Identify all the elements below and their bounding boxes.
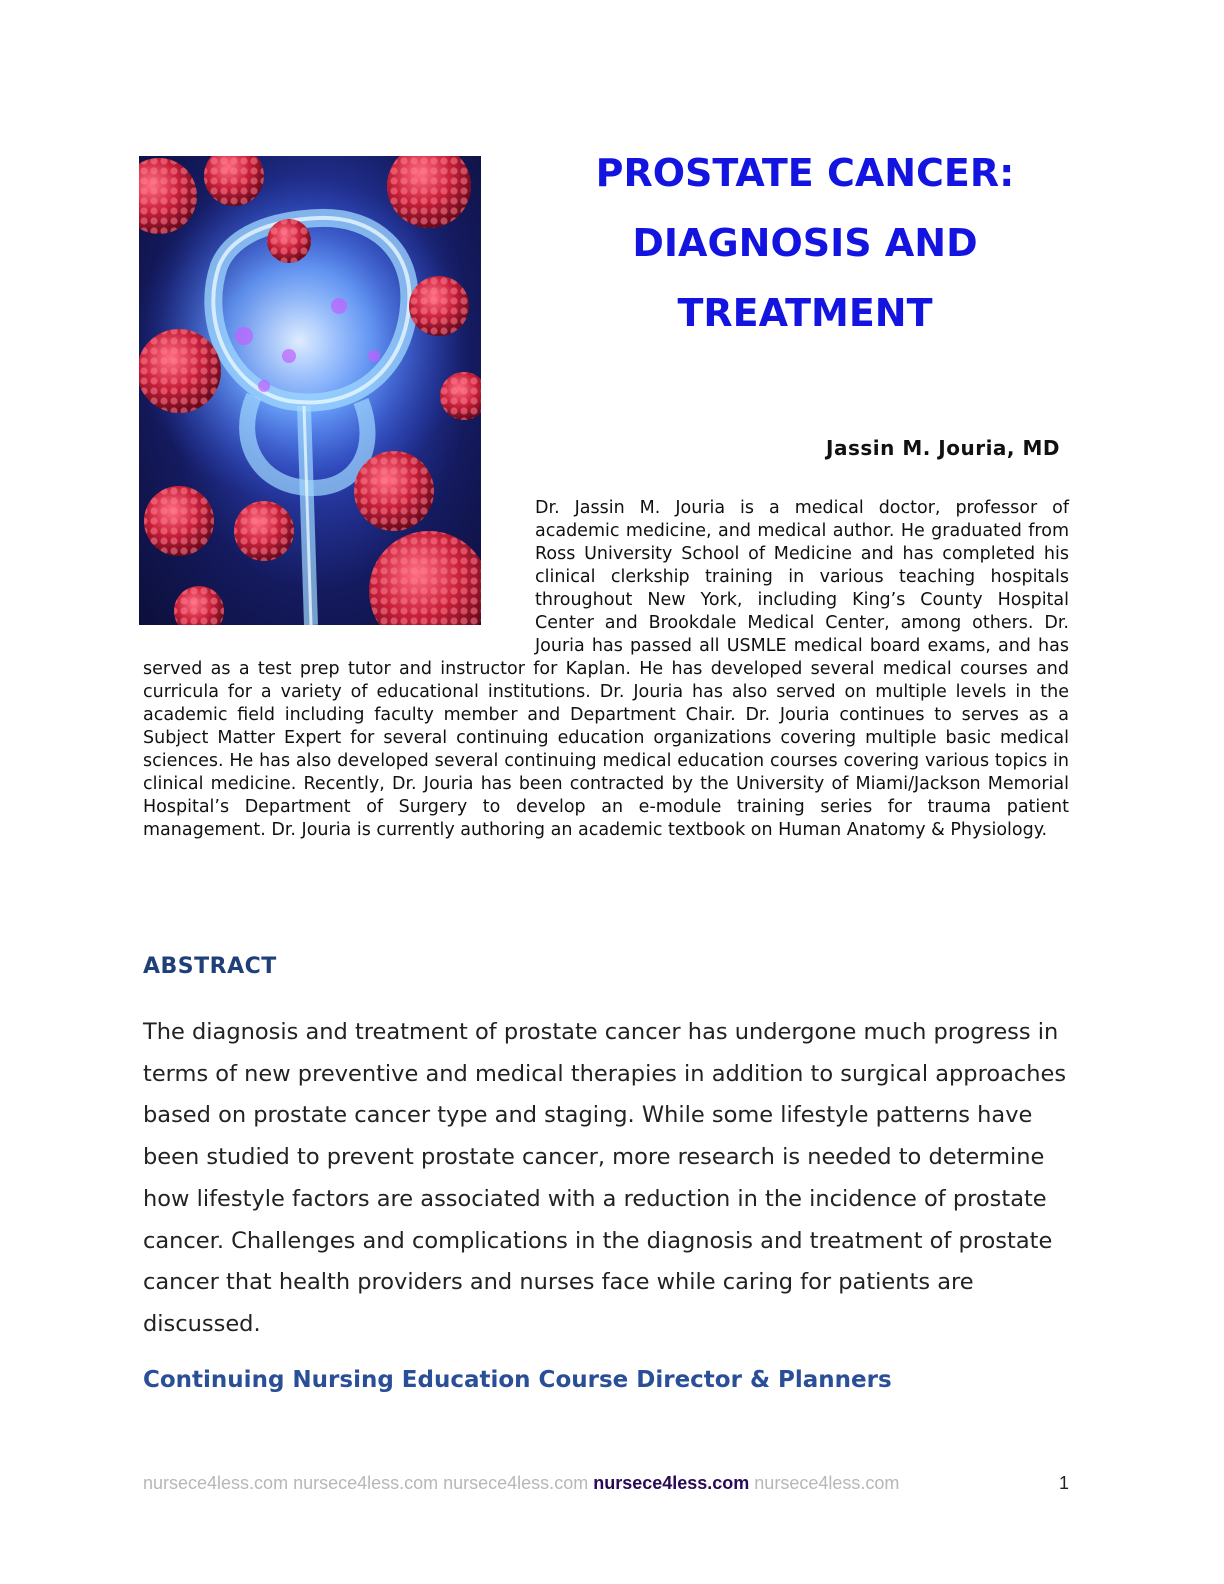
document-title xyxy=(560,138,1050,348)
abstract-text: The diagnosis and treatment of prostate cancer has undergone much progress in terms of new preventive and medical therapies in addition to surgical approaches based on prostate cancer type and staging. While some lifestyle patterns have been studied to prevent prostate cancer, more research is needed to determine how lifestyle factors are associated with a reduction in the incidence of prostate cancer. Challenges and complications in the diagnosis and treatment of prostate cancer that health providers and nurses face while caring for patients are discussed. xyxy=(143,1019,1067,1337)
footer-link-group[interactable]: nursece4less.com nursece4less.com nursece4less.com xyxy=(143,1473,594,1493)
footer-links xyxy=(143,1473,899,1494)
title-line: DIAGNOSIS AND xyxy=(632,221,978,265)
author-name: Jassin M. Jouria, MD xyxy=(826,436,1060,460)
author-bio-text: Dr. Jassin M. Jouria is a medical doctor, professor of academic medicine, and medical author. He graduated from Ross University School of Medicine and has completed his clinical clerkship training in various teaching hospitals throughout New York, including King’s County Hospital Center and Brookdale Medical Center, among others. Dr. Jouria has passed all USMLE medical board exams, and has served as a test prep tutor and instructor for Kaplan. He has developed several medical courses and curricula for a variety of educational institutions. Dr. Jouria has also served on multiple levels in the academic field including faculty member and Department Chair. Dr. Jouria continues to serves as a Subject Matter Expert for several continuing education organizations covering multiple basic medical sciences. He has also developed several continuing medical education courses covering various topics in clinical medicine. Recently, Dr. Jouria has been contracted by the University of Miami/Jackson Memorial Hospital’s Department of Surgery to develop an e-module training series for trauma patient management. Dr. Jouria is currently authoring an academic textbook on Human Anatomy & Physiology. xyxy=(143,498,1069,840)
page-footer xyxy=(143,1473,1069,1499)
page-number: 1 xyxy=(1058,1473,1069,1493)
section-heading: Continuing Nursing Education Course Director & Planners xyxy=(143,1367,892,1393)
title-line: PROSTATE CANCER: xyxy=(595,151,1015,195)
title-line: TREATMENT xyxy=(677,291,933,335)
abstract-heading: ABSTRACT xyxy=(143,954,277,979)
footer-link-highlighted[interactable]: nursece4less.com xyxy=(593,1473,750,1493)
footer-link-group[interactable]: nursece4less.com xyxy=(749,1473,900,1493)
author-bio xyxy=(143,497,1069,842)
bio-spacer xyxy=(143,497,535,649)
